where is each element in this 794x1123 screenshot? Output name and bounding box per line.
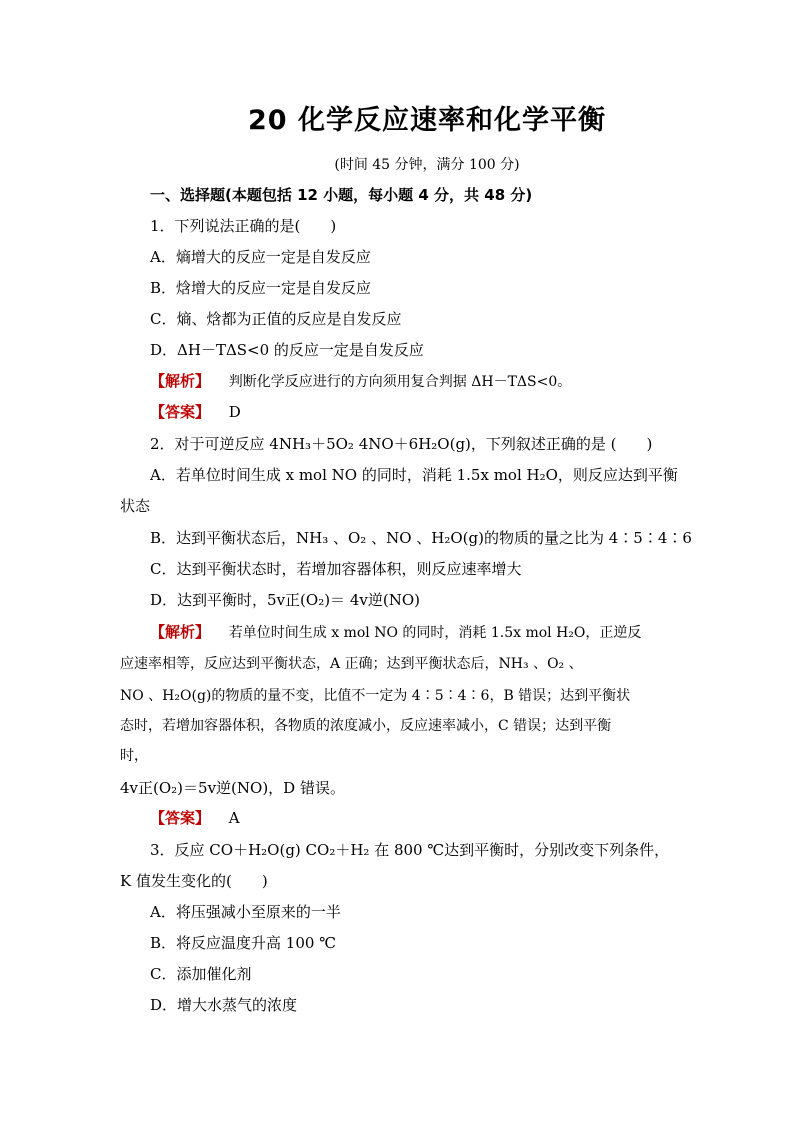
q1-analysis — [150, 371, 571, 392]
q1-stem: 1．下列说法正确的是( ) — [150, 217, 337, 235]
analysis-tag: 【解析】 — [150, 623, 211, 641]
answer-tag: 【答案】 — [150, 809, 211, 827]
q2-answer — [150, 808, 240, 828]
q2-analysis-line5: 时， — [120, 748, 148, 764]
q3-option-d: D．增大水蒸气的浓度 — [150, 996, 298, 1014]
analysis-text: 若单位时间生成 x mol NO 的同时，消耗 1.5x mol H₂O，正逆反 — [228, 625, 642, 641]
page-subtitle: (时间 45 分钟，满分 100 分) — [334, 157, 520, 173]
q1-option-d: D．ΔH－TΔS<0 的反应一定是自发反应 — [150, 341, 424, 359]
answer-text: A — [228, 809, 240, 827]
q2-analysis-line2: 应速率相等，反应达到平衡状态，A 正确；达到平衡状态后，NH₃ 、O₂ 、 — [120, 656, 583, 672]
q3-option-a: A．将压强减小至原来的一半 — [150, 903, 341, 921]
q2-option-c: C．达到平衡状态时，若增加容器体积，则反应速率增大 — [150, 560, 522, 578]
section-heading: 一、选择题(本题包括 12 小题，每小题 4 分，共 48 分) — [150, 186, 533, 204]
page-title: 20 化学反应速率和化学平衡 — [248, 105, 606, 136]
q2-option-a-line2: 状态 — [120, 497, 151, 515]
q1-option-b: B．焓增大的反应一定是自发反应 — [150, 279, 372, 297]
q2-analysis — [150, 622, 641, 643]
answer-text: D — [228, 403, 241, 421]
answer-tag: 【答案】 — [150, 403, 211, 421]
q2-analysis-line4: 态时，若增加容器体积，各物质的浓度减小，反应速率减小，C 错误；达到平衡 — [120, 718, 612, 734]
q2-option-b: B．达到平衡状态后，NH₃ 、O₂ 、NO 、H₂O(g)的物质的量之比为 4∶5∶4∶6 — [150, 529, 692, 547]
q3-stem-line2: K 值发生变化的( ) — [120, 872, 268, 890]
q1-answer — [150, 402, 241, 422]
q2-option-d: D．达到平衡时，5v正(O₂)＝ 4v逆(NO) — [150, 591, 420, 609]
analysis-text: 判断化学反应进行的方向须用复合判据 ΔH－TΔS<0。 — [228, 374, 572, 390]
q3-stem-line1: 3．反应 CO＋H₂O(g) CO₂＋H₂ 在 800 ℃达到平衡时，分别改变下列条件， — [150, 841, 670, 859]
q2-stem: 2．对于可逆反应 4NH₃＋5O₂ 4NO＋6H₂O(g)，下列叙述正确的是 ( ) — [150, 435, 653, 453]
q1-option-c: C．熵、焓都为正值的反应是自发反应 — [150, 310, 402, 328]
analysis-tag: 【解析】 — [150, 372, 211, 390]
q2-option-a-line1: A．若单位时间生成 x mol NO 的同时，消耗 1.5x mol H₂O，则反应达到平衡 — [150, 466, 678, 484]
q1-option-a: A．熵增大的反应一定是自发反应 — [150, 248, 371, 266]
q3-option-c: C．添加催化剂 — [150, 965, 252, 983]
q2-analysis-line6: 4v正(O₂)＝5v逆(NO)，D 错误。 — [120, 779, 345, 797]
q2-analysis-line3: NO 、H₂O(g)的物质的量不变，比值不一定为 4∶5∶4∶6，B 错误；达到平衡状 — [120, 688, 631, 704]
q3-option-b: B．将反应温度升高 100 ℃ — [150, 934, 336, 952]
